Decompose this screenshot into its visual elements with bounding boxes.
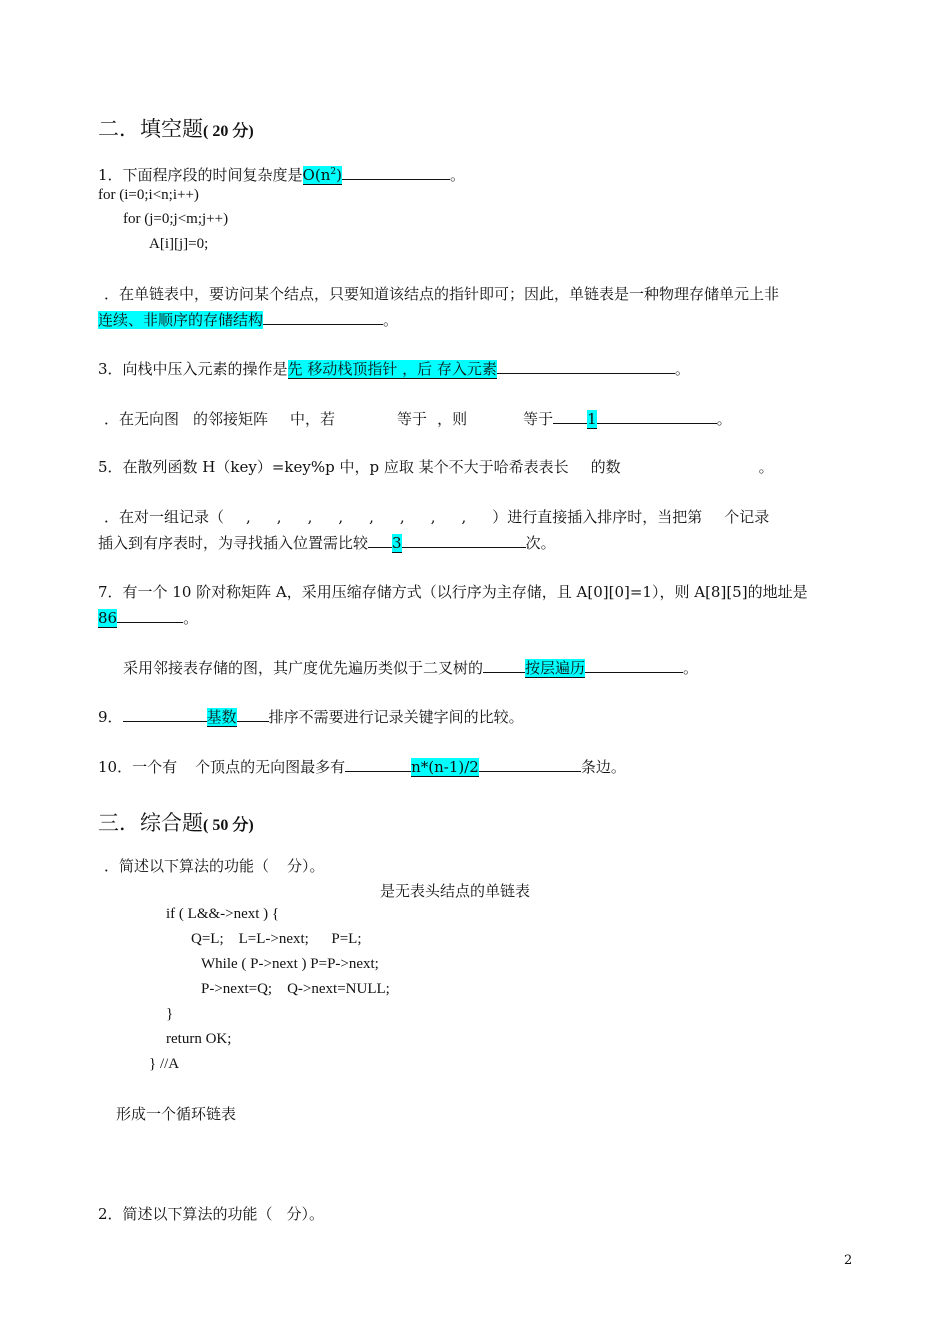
answer-highlight: n*(n-1)/2: [411, 758, 479, 776]
answer-highlight: 86: [98, 609, 118, 627]
answer-blank: [483, 657, 525, 673]
code-line: } //A: [149, 1056, 180, 1072]
code-line: return OK;: [166, 1031, 232, 1047]
section-heading: [98, 116, 254, 145]
problem-1: ．简述以下算法的功能（ 分）。: [104, 857, 325, 875]
answer-blank: [123, 706, 207, 722]
code-line: Q=L; L=L->next; P=L;: [191, 931, 362, 947]
code-line: for (j=0;j<m;j++): [123, 211, 229, 227]
answer-blank: [345, 756, 411, 772]
answer-blank: [237, 706, 269, 722]
answer-blank: [263, 309, 383, 325]
answer-blank: [585, 657, 683, 673]
question-1: 1．下面程序段的时间复杂度是$O(n^2)$ 。: [98, 166, 465, 184]
answer-blank: [553, 408, 587, 424]
answer-highlight: 基数: [206, 708, 237, 726]
question-2: ．在单链表中，要访问某个结点，只要知道该结点的指针即可；因此，单链表是一种物理存储单元上非: [104, 285, 780, 303]
answer-highlight: 连续、非顺序的存储结构: [98, 311, 264, 329]
question-2-line2: 连续、非顺序的存储结构 。: [98, 311, 399, 329]
question-5: 5．在散列函数 H（key）=key%p 中，p 应取 某个不大于哈希表表长 的数 。: [98, 458, 774, 476]
question-7: 7．有一个 10 阶对称矩阵 A，采用压缩存储方式（以行序为主存储，且 A[0][0]=1），则 A[8][5]的地址是: [98, 583, 808, 601]
answer-blank: [597, 408, 717, 424]
answer-highlight: 1: [587, 410, 597, 428]
question-3: 3．向栈中压入元素的操作是先 移动栈顶指针 ，后 存入元素 。: [98, 360, 690, 378]
answer-blank: [117, 607, 183, 623]
question-7-line2: 86 。: [98, 609, 199, 627]
question-6-line2: 插入到有序表时，为寻找插入位置需比较 3 次。: [98, 534, 556, 552]
question-9: 9． 基数 排序不需要进行记录关键字间的比较。: [98, 708, 524, 726]
section-title: 三．综合题: [98, 811, 203, 835]
code-line: for (i=0;i<n;i++): [98, 187, 199, 203]
question-4: ．在无向图 的邻接矩阵 中，若 等于 ，则 等于 1 。: [104, 410, 732, 428]
code-line: A[i][j]=0;: [149, 236, 209, 252]
answer-highlight: 按层遍历: [525, 659, 586, 677]
answer-blank: [368, 532, 392, 548]
section-score: ( 50 分): [203, 817, 254, 834]
question-text: 1．下面程序段的时间复杂度是: [98, 166, 303, 184]
question-10: 10．一个有 个顶点的无向图最多有 n*(n-1)/2 条边。: [98, 758, 626, 776]
answer-blank: [479, 756, 581, 772]
answer-highlight: 先 移动栈顶指针 ，后 存入元素: [287, 360, 497, 378]
question-6: ．在对一组记录（ , , , , , , , , ）进行直接插入排序时，当把第 个记录: [104, 508, 770, 526]
answer-blank: [342, 164, 450, 180]
answer-blank: [402, 532, 526, 548]
answer-blank: [497, 358, 675, 374]
code-line: While ( P->next ) P=P->next;: [201, 956, 379, 972]
answer-highlight: $O(n^2)$: [302, 166, 342, 184]
problem-1-note: 是无表头结点的单链表: [380, 882, 531, 900]
code-line: P->next=Q; Q->next=NULL;: [201, 981, 390, 997]
section-score: ( 20 分): [203, 123, 254, 140]
page-number: 2: [844, 1253, 853, 1268]
question-8: 采用邻接表存储的图，其广度优先遍历类似于二叉树的 按层遍历 。: [123, 659, 699, 677]
problem-2: 2．简述以下算法的功能（ 分）。: [98, 1205, 325, 1223]
answer-highlight: 3: [392, 534, 402, 552]
code-line: if ( L&&->next ) {: [166, 906, 280, 922]
section-heading: [98, 810, 254, 839]
section-title: 二．填空题: [98, 117, 203, 141]
code-line: }: [166, 1006, 174, 1022]
problem-1-answer: 形成一个循环链表: [116, 1105, 237, 1123]
